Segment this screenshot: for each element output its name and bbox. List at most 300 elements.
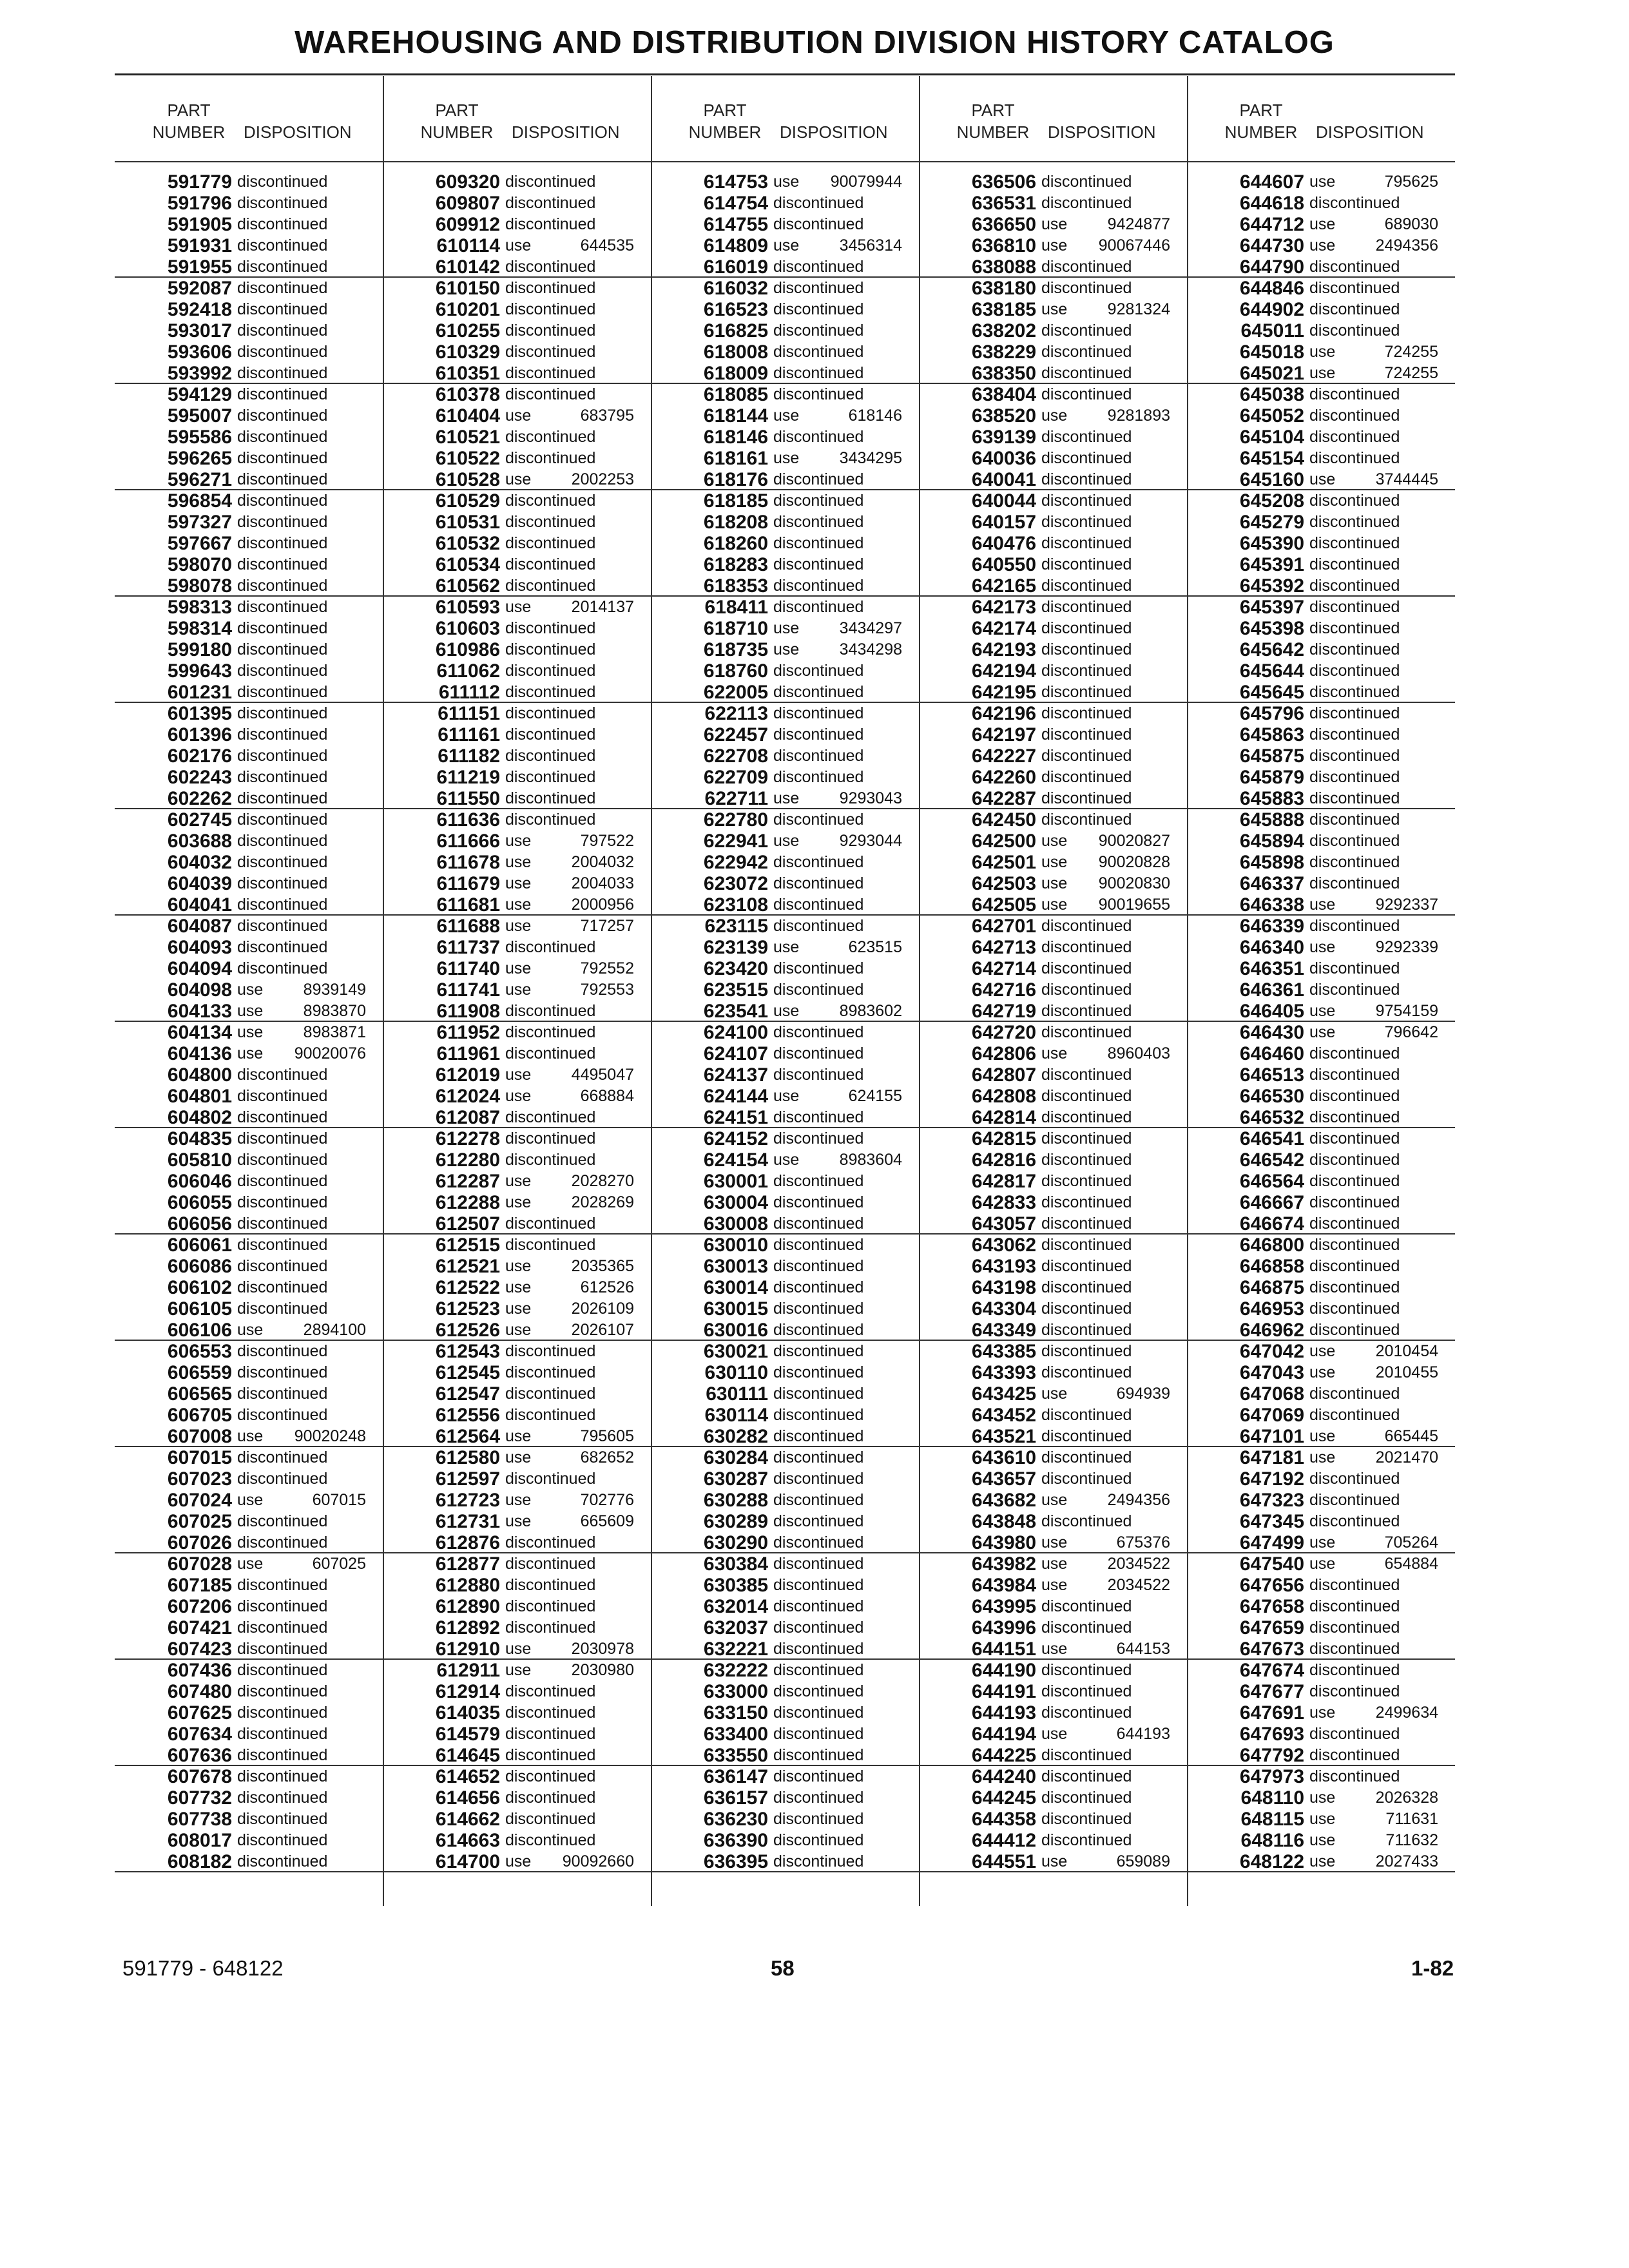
- part-number: 604133: [167, 1001, 232, 1022]
- part-number: 623108: [703, 894, 768, 916]
- disposition-use-label: use: [1309, 1427, 1336, 1445]
- disposition-use-label: use: [773, 1087, 800, 1105]
- part-number: 597327: [167, 512, 232, 533]
- disposition-use-label: use: [773, 640, 800, 658]
- table-row: [1187, 809, 1455, 831]
- part-number: 591779: [167, 171, 232, 193]
- replacement-part-number: 8983870: [303, 1002, 366, 1020]
- disposition: discontinued: [773, 1512, 864, 1530]
- disposition: discontinued: [773, 1385, 864, 1403]
- disposition: discontinued: [1309, 279, 1400, 297]
- table-row: [919, 320, 1187, 341]
- disposition: discontinued: [1041, 385, 1132, 403]
- part-number: 646430: [1239, 1022, 1304, 1043]
- part-number: 602262: [167, 788, 232, 809]
- table-row: [651, 1426, 919, 1447]
- catalog-rows: [115, 171, 383, 1872]
- part-number: 610562: [435, 575, 500, 597]
- table-row: [919, 1192, 1187, 1213]
- table-row: [383, 1702, 651, 1724]
- disposition: discontinued: [1041, 1448, 1132, 1466]
- table-row: [919, 1320, 1187, 1341]
- table-row: [651, 1383, 919, 1405]
- disposition: discontinued: [505, 1236, 596, 1254]
- part-number: 645018: [1239, 341, 1304, 363]
- table-row: [651, 1235, 919, 1256]
- table-row: [115, 1043, 383, 1064]
- disposition: discontinued: [1309, 640, 1400, 658]
- table-row: [651, 1149, 919, 1171]
- disposition: discontinued: [773, 555, 864, 573]
- table-row: [383, 958, 651, 979]
- disposition: discontinued: [505, 555, 596, 573]
- part-number: 611161: [438, 724, 500, 745]
- part-number: 614755: [703, 214, 768, 235]
- disposition: discontinued: [237, 1448, 328, 1466]
- disposition-use-label: use: [1041, 1044, 1068, 1062]
- table-row: [383, 1532, 651, 1553]
- disposition: discontinued: [505, 1767, 596, 1785]
- table-row: [383, 745, 651, 767]
- part-number: 642817: [971, 1171, 1036, 1192]
- disposition: discontinued: [1309, 1236, 1400, 1254]
- table-row: [651, 171, 919, 193]
- table-row: [651, 1468, 919, 1490]
- disposition: discontinued: [237, 1831, 328, 1849]
- table-row: [651, 1192, 919, 1213]
- table-row: [115, 1724, 383, 1745]
- part-number: 622113: [704, 703, 768, 724]
- disposition-use-label: use: [773, 938, 800, 956]
- replacement-part-number: 792553: [580, 981, 634, 999]
- table-row: [919, 1001, 1187, 1022]
- part-number: 604041: [167, 894, 232, 916]
- part-number: 644790: [1239, 256, 1304, 278]
- table-row: [383, 937, 651, 958]
- part-number: 607423: [167, 1639, 232, 1660]
- part-number: 638202: [971, 320, 1036, 341]
- table-row: [651, 1128, 919, 1149]
- table-row: [1187, 1277, 1455, 1298]
- table-row: [919, 214, 1187, 235]
- part-number: 643452: [971, 1405, 1036, 1426]
- table-row: [651, 852, 919, 873]
- disposition: discontinued: [773, 1767, 864, 1785]
- replacement-part-number: 2030978: [571, 1640, 634, 1658]
- table-row: [919, 1447, 1187, 1468]
- disposition: discontinued: [237, 1533, 328, 1552]
- part-number: 611688: [436, 916, 500, 937]
- part-number: 607634: [167, 1724, 232, 1745]
- disposition: discontinued: [773, 981, 864, 999]
- table-row: [383, 427, 651, 448]
- part-number: 642815: [971, 1128, 1036, 1149]
- part-number: 630385: [703, 1575, 768, 1596]
- disposition-use-label: use: [505, 1661, 532, 1679]
- disposition: discontinued: [505, 683, 596, 701]
- table-row: [651, 1511, 919, 1532]
- table-row: [115, 1745, 383, 1766]
- table-row: [1187, 1107, 1455, 1128]
- replacement-part-number: 3744445: [1375, 470, 1438, 488]
- part-number: 645398: [1239, 618, 1304, 639]
- part-number: 645160: [1239, 469, 1304, 490]
- disposition: discontinued: [773, 1725, 864, 1743]
- table-row: [651, 703, 919, 724]
- part-number: 623115: [704, 916, 768, 937]
- part-number: 609807: [435, 193, 500, 214]
- table-row: [1187, 1426, 1455, 1447]
- table-row: [115, 1426, 383, 1447]
- part-number: 647973: [1239, 1766, 1304, 1787]
- part-number: 642503: [971, 873, 1036, 894]
- disposition-use-label: use: [1309, 1023, 1336, 1041]
- part-number: 592418: [167, 299, 232, 320]
- table-row: [651, 1766, 919, 1787]
- part-number: 622941: [703, 831, 768, 852]
- table-row: [115, 448, 383, 469]
- table-row: [383, 979, 651, 1001]
- disposition: discontinued: [1309, 832, 1400, 850]
- disposition: discontinued: [1309, 1470, 1400, 1488]
- table-row: [651, 278, 919, 299]
- table-row: [115, 1277, 383, 1298]
- disposition: discontinued: [1041, 1512, 1132, 1530]
- disposition: discontinued: [773, 1406, 864, 1424]
- disposition: discontinued: [505, 747, 596, 765]
- part-number: 610531: [435, 512, 500, 533]
- part-number: 610521: [435, 427, 500, 448]
- table-row: [919, 703, 1187, 724]
- table-row: [383, 1213, 651, 1235]
- part-number: 636157: [703, 1787, 768, 1809]
- column-divider: [919, 76, 920, 1906]
- disposition: discontinued: [1309, 1066, 1400, 1084]
- disposition: discontinued: [1309, 1597, 1400, 1615]
- part-number: 630010: [703, 1235, 768, 1256]
- part-number: 611737: [436, 937, 500, 958]
- disposition: discontinued: [1309, 322, 1400, 340]
- replacement-part-number: 3456314: [839, 236, 902, 255]
- replacement-part-number: 2004033: [571, 874, 634, 892]
- disposition: discontinued: [1041, 1215, 1132, 1233]
- disposition: discontinued: [773, 1789, 864, 1807]
- part-number: 606106: [167, 1320, 232, 1341]
- table-row: [919, 682, 1187, 703]
- part-number: 612880: [435, 1575, 500, 1596]
- disposition-use-label: use: [773, 832, 800, 850]
- table-row: [919, 1256, 1187, 1277]
- part-number: 642260: [971, 767, 1036, 788]
- disposition-use-label: use: [773, 449, 800, 467]
- header-number-label: NUMBER: [1224, 122, 1298, 142]
- table-row: [115, 1235, 383, 1256]
- header-part-label: PART: [1239, 101, 1283, 120]
- part-number: 643057: [971, 1213, 1036, 1235]
- disposition: discontinued: [773, 492, 864, 510]
- disposition: discontinued: [505, 1789, 596, 1807]
- table-row: [115, 1447, 383, 1468]
- disposition-use-label: use: [1041, 236, 1068, 255]
- disposition: discontinued: [773, 1576, 864, 1594]
- disposition: discontinued: [1041, 364, 1132, 382]
- table-row: [383, 1383, 651, 1405]
- disposition: discontinued: [237, 917, 328, 935]
- part-number: 614035: [435, 1702, 500, 1724]
- table-row: [651, 1277, 919, 1298]
- table-row: [1187, 1617, 1455, 1639]
- part-number: 644225: [971, 1745, 1036, 1766]
- part-number: 645888: [1239, 809, 1304, 831]
- part-number: 607436: [167, 1660, 232, 1681]
- table-row: [383, 171, 651, 193]
- disposition: discontinued: [773, 343, 864, 361]
- disposition-use-label: use: [505, 874, 532, 892]
- table-row: [115, 1575, 383, 1596]
- table-row: [383, 1575, 651, 1596]
- part-number: 611678: [436, 852, 500, 873]
- disposition: discontinued: [505, 215, 596, 233]
- table-row: [383, 1001, 651, 1022]
- disposition: discontinued: [505, 1470, 596, 1488]
- disposition: discontinued: [237, 896, 328, 914]
- disposition-use-label: use: [1041, 1852, 1068, 1870]
- disposition-use-label: use: [773, 173, 800, 191]
- table-row: [1187, 256, 1455, 278]
- table-row: [115, 937, 383, 958]
- part-number: 643385: [971, 1341, 1036, 1362]
- part-number: 640157: [971, 512, 1036, 533]
- disposition: discontinued: [237, 1810, 328, 1828]
- part-number: 642197: [971, 724, 1036, 745]
- table-row: [919, 1553, 1187, 1575]
- disposition: discontinued: [505, 428, 596, 446]
- table-row: [383, 831, 651, 852]
- table-row: [115, 1149, 383, 1171]
- part-number: 618353: [703, 575, 768, 597]
- part-number: 612877: [435, 1553, 500, 1575]
- disposition: discontinued: [505, 385, 596, 403]
- disposition: discontinued: [237, 1852, 328, 1870]
- disposition: discontinued: [505, 619, 596, 637]
- title-rule: [115, 73, 1455, 75]
- disposition-use-label: use: [505, 236, 532, 255]
- part-number: 636147: [703, 1766, 768, 1787]
- replacement-part-number: 90020827: [1098, 832, 1170, 850]
- table-row: [919, 597, 1187, 618]
- table-row: [1187, 1383, 1455, 1405]
- part-number: 622457: [703, 724, 768, 745]
- table-row: [1187, 937, 1455, 958]
- table-row: [115, 1681, 383, 1702]
- table-row: [1187, 1745, 1455, 1766]
- table-row: [115, 1086, 383, 1107]
- replacement-part-number: 2026109: [571, 1300, 634, 1318]
- part-number: 603688: [167, 831, 232, 852]
- replacement-part-number: 9424877: [1107, 215, 1170, 233]
- disposition-use-label: use: [237, 1555, 264, 1573]
- table-row: [115, 1830, 383, 1851]
- table-row: [919, 193, 1187, 214]
- page-title: WAREHOUSING AND DISTRIBUTION DIVISION HISTORY CATALOG: [294, 25, 1335, 60]
- table-row: [115, 512, 383, 533]
- replacement-part-number: 9281893: [1107, 407, 1170, 425]
- table-row: [651, 1362, 919, 1383]
- disposition-use-label: use: [1309, 343, 1336, 361]
- part-number: 612723: [435, 1490, 500, 1511]
- disposition: discontinued: [505, 1385, 596, 1403]
- table-row: [1187, 1128, 1455, 1149]
- part-number: 643349: [971, 1320, 1036, 1341]
- part-number: 618161: [703, 448, 768, 469]
- table-row: [383, 320, 651, 341]
- disposition: discontinued: [773, 768, 864, 786]
- part-number: 642174: [971, 618, 1036, 639]
- disposition: discontinued: [505, 194, 596, 212]
- disposition: discontinued: [1041, 1087, 1132, 1105]
- table-row: [383, 1426, 651, 1447]
- part-number: 610329: [435, 341, 500, 363]
- part-number: 612597: [435, 1468, 500, 1490]
- disposition-use-label: use: [1309, 938, 1336, 956]
- catalog-rows: [1187, 171, 1455, 1872]
- part-number: 646530: [1239, 1086, 1304, 1107]
- disposition: discontinued: [1041, 959, 1132, 977]
- table-row: [115, 1405, 383, 1426]
- table-row: [651, 724, 919, 745]
- disposition: discontinued: [505, 1151, 596, 1169]
- table-row: [115, 490, 383, 512]
- disposition: discontinued: [1041, 1193, 1132, 1211]
- part-number: 607185: [167, 1575, 232, 1596]
- disposition-use-label: use: [1041, 1725, 1068, 1743]
- part-number: 646542: [1239, 1149, 1304, 1171]
- disposition: discontinued: [237, 428, 328, 446]
- table-row: [383, 490, 651, 512]
- part-number: 643521: [971, 1426, 1036, 1447]
- part-number: 648122: [1239, 1851, 1304, 1872]
- disposition: discontinued: [237, 577, 328, 595]
- table-row: [383, 469, 651, 490]
- disposition: discontinued: [1309, 1151, 1400, 1169]
- table-row: [651, 363, 919, 384]
- table-row: [651, 597, 919, 618]
- table-row: [115, 660, 383, 682]
- part-number: 645645: [1239, 682, 1304, 703]
- part-number: 611062: [436, 660, 500, 682]
- part-number: 604094: [167, 958, 232, 979]
- disposition: discontinued: [1309, 747, 1400, 765]
- disposition: discontinued: [1041, 811, 1132, 829]
- part-number: 607636: [167, 1745, 232, 1766]
- disposition: discontinued: [773, 1278, 864, 1296]
- table-row: [651, 427, 919, 448]
- disposition-use-label: use: [1041, 300, 1068, 318]
- disposition: discontinued: [773, 747, 864, 765]
- table-row: [651, 1405, 919, 1426]
- disposition: discontinued: [505, 173, 596, 191]
- replacement-part-number: 90020076: [294, 1044, 366, 1062]
- table-row: [651, 831, 919, 852]
- part-number: 614579: [435, 1724, 500, 1745]
- disposition: discontinued: [237, 811, 328, 829]
- part-number: 610528: [435, 469, 500, 490]
- part-number: 646361: [1239, 979, 1304, 1001]
- table-row: [1187, 1341, 1455, 1362]
- part-number: 644412: [971, 1830, 1036, 1851]
- part-number: 630290: [703, 1532, 768, 1553]
- part-number: 610404: [435, 405, 500, 427]
- table-row: [1187, 1320, 1455, 1341]
- part-number: 630110: [704, 1362, 768, 1383]
- replacement-part-number: 665609: [580, 1512, 634, 1530]
- table-row: [919, 1128, 1187, 1149]
- table-row: [115, 1171, 383, 1192]
- part-number: 630008: [703, 1213, 768, 1235]
- disposition: discontinued: [505, 1810, 596, 1828]
- disposition-use-label: use: [1309, 1363, 1336, 1381]
- replacement-part-number: 607025: [312, 1555, 366, 1573]
- disposition-use-label: use: [773, 619, 800, 637]
- table-row: [115, 171, 383, 193]
- disposition-use-label: use: [1041, 874, 1068, 892]
- disposition: discontinued: [1041, 1661, 1132, 1679]
- replacement-part-number: 694939: [1116, 1385, 1170, 1403]
- replacement-part-number: 665445: [1384, 1427, 1438, 1445]
- disposition: discontinued: [1309, 874, 1400, 892]
- disposition: discontinued: [1041, 449, 1132, 467]
- disposition-use-label: use: [505, 1321, 532, 1339]
- part-number: 606565: [167, 1383, 232, 1405]
- table-row: [919, 639, 1187, 660]
- table-row: [651, 1809, 919, 1830]
- part-number: 647659: [1239, 1617, 1304, 1639]
- table-row: [1187, 533, 1455, 554]
- table-row: [919, 1043, 1187, 1064]
- table-row: [1187, 278, 1455, 299]
- disposition: discontinued: [773, 1746, 864, 1764]
- disposition-use-label: use: [505, 1257, 532, 1275]
- table-row: [383, 214, 651, 235]
- disposition: discontinued: [1309, 683, 1400, 701]
- part-number: 644240: [971, 1766, 1036, 1787]
- replacement-part-number: 795625: [1384, 173, 1438, 191]
- table-row: [651, 958, 919, 979]
- disposition: discontinued: [1309, 1172, 1400, 1190]
- part-number: 604801: [167, 1086, 232, 1107]
- replacement-part-number: 90020248: [294, 1427, 366, 1445]
- part-number: 648115: [1240, 1809, 1304, 1830]
- table-row: [1187, 1639, 1455, 1660]
- part-number: 604134: [167, 1022, 232, 1043]
- disposition: discontinued: [237, 364, 328, 382]
- table-row: [919, 490, 1187, 512]
- table-row: [919, 1171, 1187, 1192]
- table-row: [383, 299, 651, 320]
- disposition: discontinued: [1041, 598, 1132, 616]
- table-row: [1187, 1086, 1455, 1107]
- table-row: [115, 214, 383, 235]
- part-number: 612910: [435, 1639, 500, 1660]
- replacement-part-number: 3434298: [839, 640, 902, 658]
- part-number: 643193: [971, 1256, 1036, 1277]
- disposition: discontinued: [773, 1023, 864, 1041]
- part-number: 642816: [971, 1149, 1036, 1171]
- disposition: discontinued: [237, 1576, 328, 1594]
- table-row: [919, 1149, 1187, 1171]
- part-number: 607008: [167, 1426, 232, 1447]
- table-row: [115, 1766, 383, 1787]
